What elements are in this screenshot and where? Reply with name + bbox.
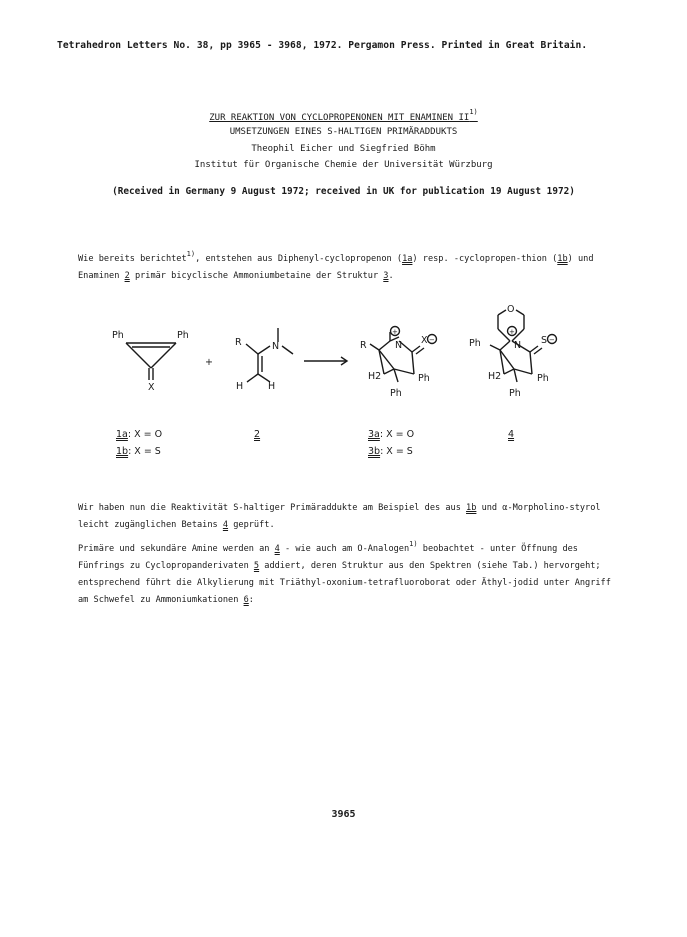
- label-1b: [116, 446, 161, 457]
- paragraph-2: [78, 500, 618, 534]
- p2-compound-1b: 1b: [466, 503, 477, 513]
- title-reference: 1): [469, 108, 478, 116]
- s4-plus-charge: +: [509, 328, 515, 336]
- s1-ph-left: Ph: [112, 330, 124, 341]
- institution: Institut für Organische Chemie der Universität Würzburg: [194, 160, 493, 170]
- p3-compound-5: 5: [253, 561, 260, 571]
- p1-text-a: Wie bereits berichtet: [78, 254, 187, 264]
- label-3a: [368, 429, 414, 440]
- label-1a: [116, 429, 162, 440]
- p3-text-e: :: [248, 595, 254, 605]
- s3-minus-charge: −: [429, 336, 435, 344]
- article-title-line1: [0, 108, 687, 123]
- label-2: [254, 429, 260, 440]
- p3-text-d: addiert, deren Struktur aus den Spektren (siehe Tab.) hervorgeht; entsprechend führt die Alkylierung mit Triäthyl-oxonium-tetrafluoroborat oder Äthyl-jodid unter Angriff am Schwefel zu Ammoniumkationen: [78, 561, 611, 605]
- s4-s-minus: S: [541, 335, 548, 346]
- s4-ph-bottom: Ph: [509, 388, 521, 399]
- p1-compound-3: 3: [383, 271, 389, 281]
- p1-text-g: .: [388, 271, 394, 281]
- p1-compound-1a: 1a: [402, 254, 413, 264]
- s2-r: R: [235, 337, 242, 348]
- p1-text-d: ) resp. -cyclopropen-thion (: [412, 254, 558, 264]
- p2-text-b: und α-Morpholino-styrol leicht zugänglichen Betains: [78, 503, 601, 530]
- s3-h2: H2: [368, 371, 382, 382]
- label-1a-rest: : X = O: [127, 429, 163, 440]
- p3-compound-6: 6: [243, 595, 249, 605]
- p2-compound-4: 4: [222, 520, 229, 530]
- s3-plus-charge: +: [392, 328, 398, 336]
- s4-h2: H2: [488, 371, 502, 382]
- label-3b-rest: : X = S: [380, 446, 413, 457]
- s3-n: N: [395, 340, 403, 351]
- s2-h-right: H: [268, 381, 276, 392]
- p3-compound-4: 4: [274, 544, 280, 554]
- p1-text-f: primär bicyclische Ammoniumbetaine der Struktur: [129, 271, 384, 281]
- s2-h-left: H: [236, 381, 244, 392]
- authors: Theophil Eicher und Siegfried Böhm: [251, 144, 436, 154]
- title-text: ZUR REAKTION VON CYCLOPROPENONEN MIT ENAMINEN II: [209, 113, 470, 123]
- paragraph-1: [78, 246, 618, 285]
- journal-header: Tetrahedron Letters No. 38, pp 3965 - 3968, 1972. Pergamon Press. Printed in Great Britain.: [57, 40, 588, 51]
- label-1a-num: 1a: [116, 429, 128, 440]
- s4-minus-charge: −: [549, 336, 555, 344]
- p3-text-a: Primäre und sekundäre Amine werden an: [78, 544, 275, 554]
- label-3a-rest: : X = O: [379, 429, 415, 440]
- label-3b-num: 3b: [368, 446, 381, 457]
- plus-sign: +: [205, 357, 213, 368]
- label-1b-rest: : X = S: [128, 446, 161, 457]
- label-3a-num: 3a: [368, 429, 380, 440]
- label-1b-num: 1b: [116, 446, 129, 457]
- paragraph-3: [78, 536, 618, 609]
- label-3b: [368, 446, 413, 457]
- s3-ph-right: Ph: [418, 373, 430, 384]
- p3-text-b: - wie auch am O-Analogen: [279, 544, 410, 554]
- s3-ph-bottom: Ph: [390, 388, 402, 399]
- reaction-scheme: [0, 300, 687, 420]
- s3-x-minus: X: [421, 335, 428, 346]
- label-2-num: 2: [254, 429, 261, 440]
- p3-reference: 1): [409, 540, 418, 548]
- page-number: 3965: [331, 809, 356, 820]
- p2-text-a: Wir haben nun die Reaktivität S-haltiger Primäraddukte am Beispiel des aus: [78, 503, 467, 513]
- received-dates: (Received in Germany 9 August 1972; received in UK for publication 19 August 1972): [112, 186, 575, 197]
- s3-r: R: [360, 340, 367, 351]
- article-title-line2: UMSETZUNGEN EINES S-HALTIGEN PRIMÄRADDUKTS: [229, 127, 458, 137]
- label-4-num: 4: [508, 429, 515, 440]
- s4-n: N: [514, 340, 522, 351]
- p1-text-b: , entstehen aus Diphenyl-cyclopropenon (: [195, 254, 403, 264]
- s4-ph-left: Ph: [469, 338, 481, 349]
- s1-ph-right: Ph: [177, 330, 189, 341]
- s1-x: X: [148, 382, 155, 393]
- p3-text-c: beobachtet - unter Öffnung des Fünfrings zu Cyclopropanderivaten: [78, 544, 578, 571]
- s4-ph-right: Ph: [537, 373, 549, 384]
- p2-text-c: geprüft.: [228, 520, 275, 530]
- s2-n: N: [272, 341, 280, 352]
- p1-text-e: ) und Enaminen: [78, 254, 594, 281]
- label-4: [508, 429, 514, 440]
- s4-o: O: [507, 304, 515, 315]
- p1-compound-2: 2: [124, 271, 130, 281]
- p1-reference: 1): [186, 250, 196, 258]
- p1-compound-1b: 1b: [557, 254, 568, 264]
